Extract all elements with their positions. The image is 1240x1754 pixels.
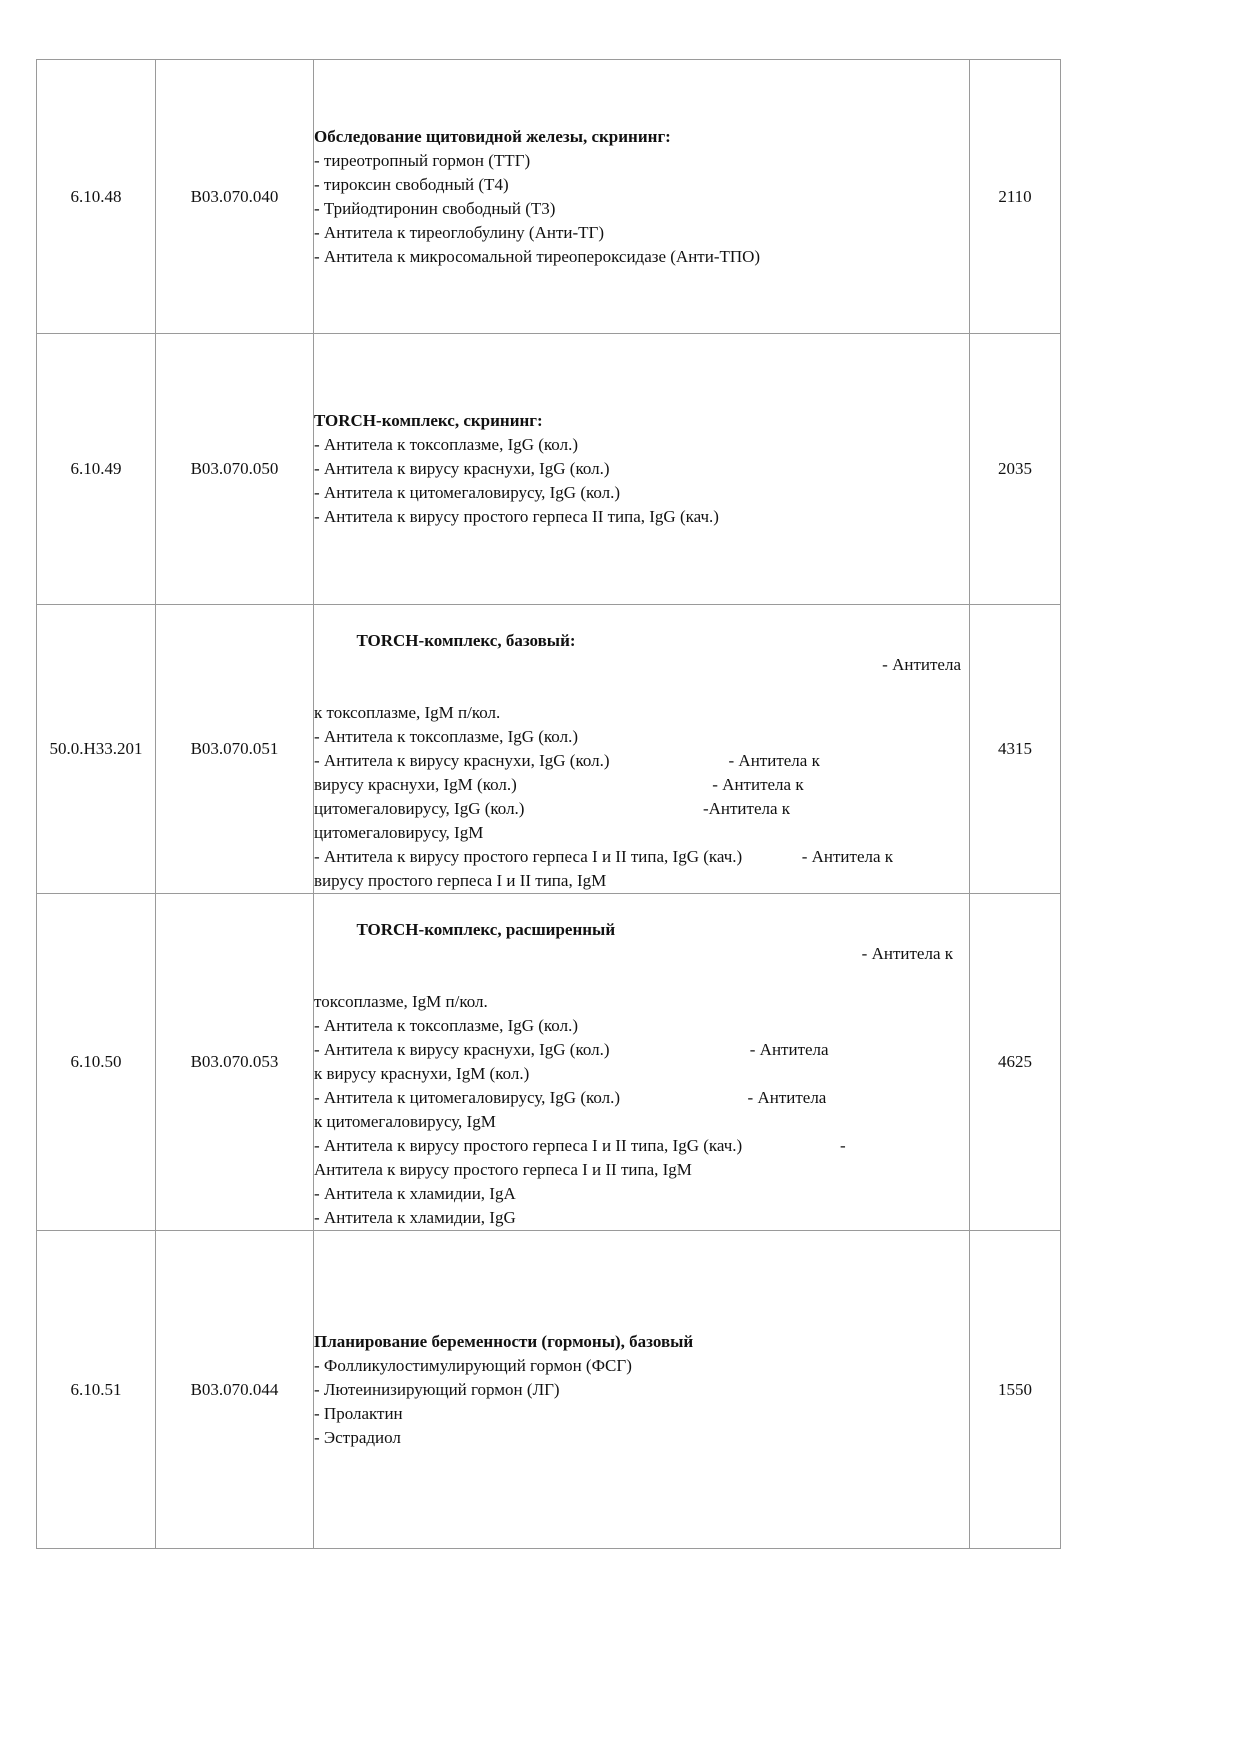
service-price: 2110 <box>970 60 1061 334</box>
service-description <box>314 60 970 334</box>
service-item: - тиреотропный гормон (ТТГ) <box>314 150 531 170</box>
service-item: - Антитела к токсоплазме, IgG (кол.) <box>314 435 578 454</box>
service-code: B03.070.040 <box>156 60 314 334</box>
service-item: токсоплазме, IgM п/кол. <box>314 992 488 1011</box>
service-price: 4315 <box>970 605 1061 894</box>
table-row <box>37 894 1061 1231</box>
service-item: - Антитела к токсоплазме, IgG (кол.) <box>314 1016 578 1035</box>
service-item: - Фолликулостимулирующий гормон (ФСГ) <box>314 1355 632 1375</box>
service-title: Обследование щитовидной железы, скрининг: <box>314 126 671 146</box>
service-item: - Лютеинизирующий гормон (ЛГ) <box>314 1379 560 1399</box>
service-code: B03.070.051 <box>156 605 314 894</box>
service-item: - Антитела к цитомегаловирусу, IgG (кол.) <box>314 483 621 502</box>
service-item: цитомегаловирусу, IgM <box>314 823 484 842</box>
service-number: 50.0.H33.201 <box>37 605 156 894</box>
service-item: - Антитела к токсоплазме, IgG (кол.) <box>314 727 578 746</box>
service-description <box>314 605 970 894</box>
service-title-tail: - Антитела к <box>861 944 953 963</box>
service-item: к цитомегаловирусу, IgM <box>314 1112 496 1131</box>
service-code: B03.070.050 <box>156 334 314 605</box>
service-description <box>314 894 970 1231</box>
service-item: к токсоплазме, IgM п/кол. <box>314 703 501 722</box>
service-item: - Антитела к вирусу простого герпеса II типа, IgG (кач.) <box>314 507 719 526</box>
service-item: - тироксин свободный (Т4) <box>314 174 509 194</box>
service-item: вирусу простого герпеса I и II типа, IgM <box>314 871 607 890</box>
service-item: - Эстрадиол <box>314 1427 401 1447</box>
service-item: Антитела к вирусу простого герпеса I и II типа, IgM <box>314 1160 692 1179</box>
service-number: 6.10.50 <box>37 894 156 1231</box>
service-item: вирусу краснухи, IgM (кол.) - Антитела к <box>314 775 804 794</box>
service-title: TORCH-комплекс, расширенный <box>356 920 616 939</box>
service-item: - Трийодтиронин свободный (Т3) <box>314 198 556 218</box>
service-price: 2035 <box>970 334 1061 605</box>
table-row <box>37 1231 1061 1549</box>
service-item: - Антитела к тиреоглобулину (Анти-ТГ) <box>314 222 605 242</box>
service-item: - Пролактин <box>314 1403 403 1423</box>
service-item: - Антитела к вирусу краснухи, IgG (кол.) - Антитела <box>314 1040 829 1059</box>
service-number: 6.10.48 <box>37 60 156 334</box>
service-number: 6.10.49 <box>37 334 156 605</box>
service-item: к вирусу краснухи, IgM (кол.) <box>314 1064 530 1083</box>
service-item: - Антитела к вирусу простого герпеса I и II типа, IgG (кач.) - Антитела к <box>314 847 894 866</box>
service-description <box>314 334 970 605</box>
table-row <box>37 334 1061 605</box>
service-item: - Антитела к цитомегаловирусу, IgG (кол.) - Антитела <box>314 1088 827 1107</box>
service-title: TORCH-комплекс, базовый: <box>356 631 576 650</box>
service-title-tail: - Антитела <box>882 655 961 674</box>
service-code: B03.070.053 <box>156 894 314 1231</box>
table-row <box>37 60 1061 334</box>
service-item: цитомегаловирусу, IgG (кол.) -Антитела к <box>314 799 791 818</box>
price-table <box>36 59 1061 1549</box>
service-item: - Антитела к хламидии, IgA <box>314 1184 516 1203</box>
table-row <box>37 605 1061 894</box>
service-code: B03.070.044 <box>156 1231 314 1549</box>
service-item: - Антитела к хламидии, IgG <box>314 1208 516 1227</box>
service-number: 6.10.51 <box>37 1231 156 1549</box>
service-price: 4625 <box>970 894 1061 1231</box>
service-title: TORCH-комплекс, скрининг: <box>314 411 543 430</box>
service-price: 1550 <box>970 1231 1061 1549</box>
service-item: - Антитела к вирусу простого герпеса I и II типа, IgG (кач.) - <box>314 1136 846 1155</box>
service-item: - Антитела к микросомальной тиреопероксидазе (Анти-ТПО) <box>314 246 761 266</box>
service-item: - Антитела к вирусу краснухи, IgG (кол.) - Антитела к <box>314 751 820 770</box>
service-title: Планирование беременности (гормоны), базовый <box>314 1331 694 1351</box>
service-item: - Антитела к вирусу краснухи, IgG (кол.) <box>314 459 610 478</box>
service-description <box>314 1231 970 1549</box>
